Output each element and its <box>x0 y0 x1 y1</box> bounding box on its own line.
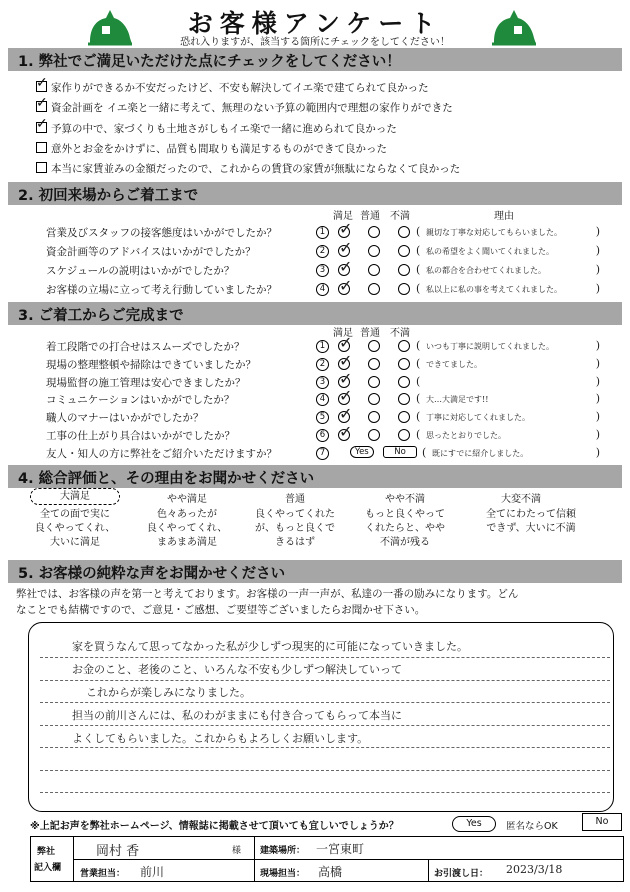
section-3-heading: 3. ご着工からご完成まで <box>8 302 622 325</box>
rating-satisfied-radio[interactable] <box>338 283 350 295</box>
section-5-intro: 弊社では、お客様の声を第一と考えております。お客様の一声一声が、私達の一番の励みになります。どん なことでも結構ですので、ご意見・ご感想、ご要望等ございましたらお聞かせ下さい。 <box>16 588 519 616</box>
ruled-line <box>40 725 610 726</box>
checkbox-icon[interactable] <box>36 142 47 153</box>
column-satisfied: 満足 <box>333 211 353 222</box>
overall-rating-option[interactable]: 大満足 <box>30 488 120 505</box>
section-1-item[interactable]: 本当に家賃並みの金額だったので、これからの賃貸の家賃が無駄にならなくて良かった <box>36 161 460 176</box>
handover-date: 2023/3/18 <box>506 863 563 876</box>
customer-name: 岡村 香 <box>96 844 140 859</box>
reason-field[interactable]: ( 大…大満足です!! ) <box>414 392 602 407</box>
rating-dissatisfied-radio[interactable] <box>398 358 410 370</box>
rating-satisfied-radio[interactable] <box>338 264 350 276</box>
survey-question: お客様の立場に立って考え行動していましたか？ <box>46 284 277 296</box>
rating-satisfied-radio[interactable] <box>338 429 350 441</box>
overall-rating-desc <box>132 508 242 550</box>
checkbox-icon[interactable] <box>36 101 47 112</box>
column-dissatisfied: 不満 <box>390 211 410 222</box>
desc-line: 不満が残る <box>380 537 430 548</box>
desc-line: きるはず <box>275 537 315 548</box>
company-label: 弊社 <box>37 847 56 857</box>
desc-line: 全ての面で実に <box>40 509 110 520</box>
voice-handwritten-line: 家を買うなんて思ってなかった私が少しずつ現実的に可能になっていきました。 <box>72 640 468 653</box>
overall-rating-desc <box>20 508 130 550</box>
rating-dissatisfied-radio[interactable] <box>398 393 410 405</box>
checkbox-icon[interactable] <box>36 122 47 133</box>
overall-rating-option[interactable]: やや満足 <box>167 494 207 505</box>
sales-label: 営業担当： <box>80 869 126 879</box>
row-number-badge: 3 <box>316 264 329 277</box>
rating-normal-radio[interactable] <box>368 393 380 405</box>
building-place: 一宮東町 <box>316 842 365 856</box>
survey-question: 現場の整理整頓や掃除はできていましたか？ <box>46 358 256 371</box>
desc-line: 全てにわたって信頼 <box>486 509 576 520</box>
row-number-badge: 7 <box>316 447 329 460</box>
table-divider <box>428 859 429 882</box>
voice-handwritten-line: お金のこと、老後のこと、いろんな不安も少しずつ解決していって <box>72 663 402 676</box>
checkbox-icon[interactable] <box>36 162 47 173</box>
column-normal: 普通 <box>360 328 380 339</box>
desc-line: 良くやってくれ、 <box>146 523 228 534</box>
section-2-heading: 2. 初回来場からご着工まで <box>8 182 622 205</box>
handover-label: お引渡し日： <box>434 869 489 879</box>
rating-normal-radio[interactable] <box>368 283 380 295</box>
reason-field[interactable]: ( 親切な丁寧な対応してもらいました。 ) <box>414 225 602 240</box>
desc-line: まあまあ満足 <box>157 537 217 548</box>
row-number-badge: 4 <box>316 393 329 406</box>
reason-field[interactable]: ( いつも丁寧に説明してくれました。 ) <box>414 339 602 354</box>
rating-normal-radio[interactable] <box>368 245 380 257</box>
overall-rating-desc <box>350 508 460 550</box>
section-1-heading: 1. 弊社でご満足いただけた点にチェックをしてください！ <box>8 48 622 71</box>
survey-question: コミュニケーションはいかがでしたか？ <box>46 394 235 407</box>
overall-rating-desc <box>240 508 350 550</box>
rating-normal-radio[interactable] <box>368 411 380 423</box>
checkbox-icon[interactable] <box>36 81 47 92</box>
survey-question: 着工段階での打合せはスムーズでしたか？ <box>46 341 245 353</box>
company-label-cell <box>30 836 74 882</box>
reason-field[interactable]: ( 私以上に私の事を考えてくれました。 ) <box>414 282 602 297</box>
voice-handwritten-line: よくしてもらいました。これからもよろしくお願いします。 <box>72 732 369 745</box>
row-number-badge: 1 <box>316 340 329 353</box>
desc-line: 色々あったが <box>157 509 217 520</box>
referral-yes-option[interactable]: Yes <box>350 446 374 458</box>
row-number-badge: 4 <box>316 283 329 296</box>
table-divider <box>254 836 255 882</box>
rating-normal-radio[interactable] <box>368 376 380 388</box>
survey-question: 友人・知人の方に弊社をご紹介いただけますか？ <box>46 447 277 460</box>
rating-normal-radio[interactable] <box>368 358 380 370</box>
section-5-heading: 5. お客様の純粋な声をお聞かせください <box>8 560 622 583</box>
overall-rating-desc <box>466 508 596 536</box>
rating-normal-radio[interactable] <box>368 340 380 352</box>
section-1-item[interactable]: 意外とお金をかけずに、品質も間取りも満足するものができて良かった <box>36 141 387 156</box>
rating-dissatisfied-radio[interactable] <box>398 376 410 388</box>
section-1-item[interactable]: ✓家作りができるか不安だったけど、不安も解決してイエ楽で建てられて良かった <box>36 80 429 95</box>
rating-normal-radio[interactable] <box>368 264 380 276</box>
consent-yes-option[interactable]: Yes <box>452 816 496 832</box>
voice-handwritten-line: 担当の前川さんには、私のわがままにも付き合ってもらって本当に <box>72 709 402 722</box>
row-number-badge: 5 <box>316 411 329 424</box>
site-person: 高橋 <box>318 865 343 879</box>
desc-line: できず、大いに不満 <box>486 523 576 534</box>
rating-satisfied-radio[interactable] <box>338 226 350 238</box>
ruled-line <box>40 702 610 703</box>
reason-field[interactable]: ( できてました。 ) <box>414 357 602 372</box>
reason-field[interactable]: ( 私の都合を合わせてくれました。 ) <box>414 263 602 278</box>
row-number-badge: 3 <box>316 376 329 389</box>
consent-no-option[interactable]: No <box>582 813 622 831</box>
overall-rating-option[interactable]: 普通 <box>285 494 305 505</box>
row-number-badge: 1 <box>316 226 329 239</box>
row-number-badge: 6 <box>316 429 329 442</box>
row-number-badge: 2 <box>316 358 329 371</box>
rating-satisfied-radio[interactable] <box>338 245 350 257</box>
row-number-badge: 2 <box>316 245 329 258</box>
ruled-line <box>40 680 610 681</box>
desc-line: もっと良くやって <box>365 509 445 520</box>
overall-rating-option[interactable]: やや不満 <box>385 494 425 505</box>
consent-question: ※上記お声を弊社ホームページ、情報誌に掲載させて頂いても宜しいでしょうか？ <box>30 821 399 832</box>
survey-question: 職人のマナーはいかがでしたか？ <box>46 412 204 425</box>
desc-line: 大いに満足 <box>50 537 100 548</box>
rating-normal-radio[interactable] <box>368 226 380 238</box>
rating-dissatisfied-radio[interactable] <box>398 226 410 238</box>
rating-dissatisfied-radio[interactable] <box>398 264 410 276</box>
consent-anonymous-option[interactable]: 匿名ならOK <box>506 821 558 832</box>
column-reason: 理由 <box>494 211 514 222</box>
rating-dissatisfied-radio[interactable] <box>398 411 410 423</box>
section-1-item[interactable]: ✓予算の中で、家づくりも土地さがしもイエ楽で一緒に進められて良かった <box>36 121 397 136</box>
rating-dissatisfied-radio[interactable] <box>398 245 410 257</box>
section-1-item[interactable]: ✓資金計画を イエ楽と一緒に考えて、無理のない予算の範囲内で理想の家作りができた <box>36 100 453 115</box>
reason-field[interactable]: ( 私の希望をよく聞いてくれました。 ) <box>414 244 602 259</box>
desc-line: 良くやってくれた <box>255 509 335 520</box>
voice-handwritten-line: これからが楽しみになりました。 <box>86 686 251 699</box>
section-4-heading: 4. 総合評価と、その理由をお聞かせください <box>8 465 622 488</box>
building-place-label: 建築場所： <box>260 846 306 856</box>
desc-line: くれたらと、やや <box>365 523 445 534</box>
survey-question: 現場監督の施工管理は安心できましたか？ <box>46 376 246 389</box>
honorific: 様 <box>232 846 242 856</box>
ruled-line <box>40 657 610 658</box>
rating-dissatisfied-radio[interactable] <box>398 429 410 441</box>
ruled-line <box>40 792 610 793</box>
column-dissatisfied: 不満 <box>390 328 410 339</box>
ruled-line <box>40 747 610 748</box>
column-satisfied: 満足 <box>333 328 353 339</box>
survey-question: スケジュールの説明はいかがでしたか？ <box>46 265 235 277</box>
page-subtitle: 恐れ入りますが、該当する箇所にチェックをしてください！ <box>180 37 450 48</box>
page-title: お客様アンケート <box>187 9 443 38</box>
ruled-line <box>40 770 610 771</box>
desc-line: 良くやってくれ、 <box>34 523 116 534</box>
rating-dissatisfied-radio[interactable] <box>398 283 410 295</box>
overall-rating-option[interactable]: 大変不満 <box>501 494 541 505</box>
survey-question: 営業及びスタッフの接客態度はいかがでしたか？ <box>46 227 277 239</box>
reason-field[interactable]: ( 思ったとおりでした。 ) <box>414 428 602 443</box>
reason-field[interactable]: ( 丁寧に対応してくれました。 ) <box>414 410 602 425</box>
survey-question: 工事の仕上がり具合はいかがでしたか？ <box>46 430 235 442</box>
column-normal: 普通 <box>360 211 380 222</box>
site-label: 現場担当： <box>260 869 306 879</box>
table-divider <box>74 859 624 860</box>
company-label-2: 記入欄 <box>34 863 62 873</box>
sales-person: 前川 <box>140 865 165 879</box>
rating-dissatisfied-radio[interactable] <box>398 340 410 352</box>
survey-question: 資金計画等のアドバイスはいかがでしたか？ <box>46 246 256 258</box>
reason-field[interactable] <box>414 375 602 390</box>
desc-line: が、もっと良くで <box>255 523 335 534</box>
referral-no-option[interactable]: No <box>383 446 417 458</box>
rating-normal-radio[interactable] <box>368 429 380 441</box>
reason-field[interactable]: ( 既にすでに紹介しました。 ) <box>420 446 602 461</box>
